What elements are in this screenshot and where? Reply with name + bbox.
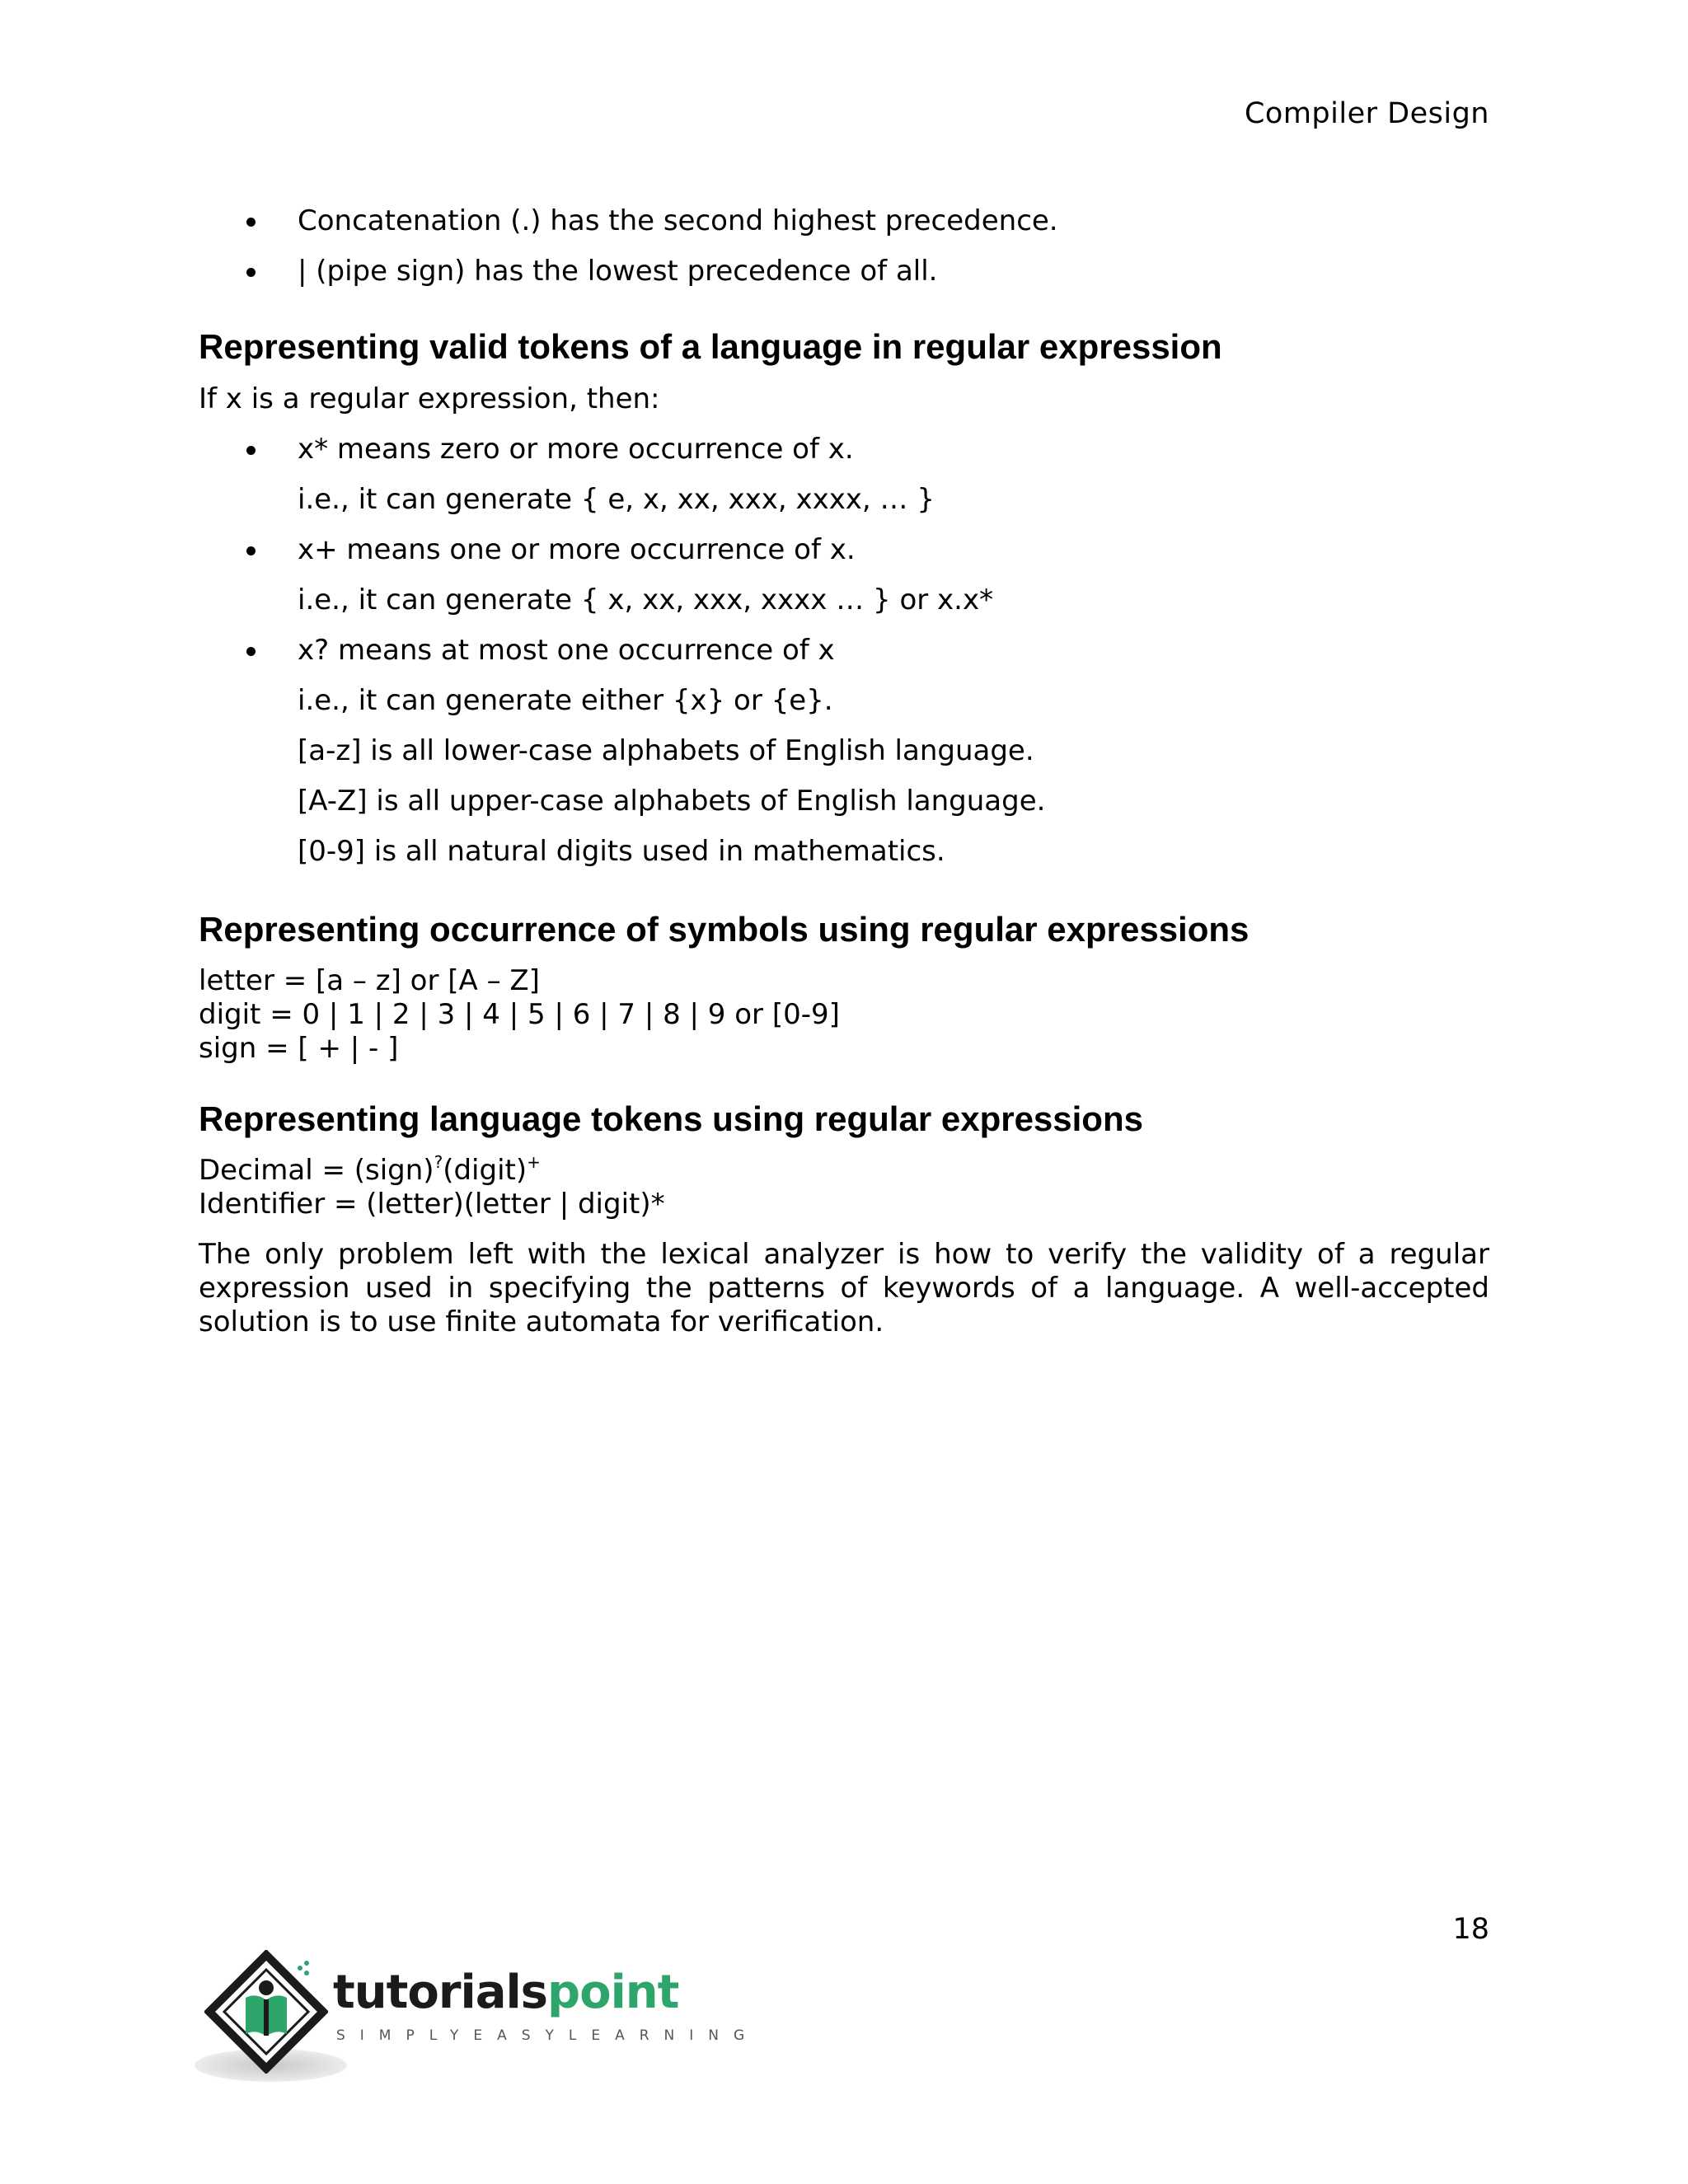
range-line: [0-9] is all natural digits used in mathematics. bbox=[298, 835, 945, 868]
list-item: Concatenation (.) has the second highest precedence. bbox=[199, 196, 1489, 246]
bullet-icon bbox=[246, 647, 256, 656]
symbol-definitions bbox=[199, 964, 1489, 1066]
list-item: | (pipe sign) has the lowest precedence of all. bbox=[199, 246, 1489, 297]
body-paragraph: The only problem left with the lexical analyzer is how to verify the validity of a regular expression used in specifying the patterns of keywords of a language. A well-accepted solution is to use finite automata for verification. bbox=[199, 1238, 1489, 1338]
definition-line: Identifier = (letter)(letter | digit)* bbox=[199, 1188, 665, 1221]
precedence-list bbox=[199, 196, 1489, 297]
page-content bbox=[199, 196, 1489, 1339]
list-item: x+ means one or more occurrence of x. bbox=[199, 525, 1489, 575]
book-diamond-icon bbox=[204, 1950, 328, 2074]
bullet-icon bbox=[246, 218, 256, 227]
bullet-icon bbox=[246, 446, 256, 455]
bullet-icon bbox=[246, 546, 256, 555]
tutorialspoint-logo bbox=[195, 1943, 760, 2092]
logo-wordmark: tutorialspoint bbox=[333, 1966, 679, 2019]
definition-line: Decimal = (sign)?(digit)+ bbox=[199, 1152, 541, 1187]
section-heading: Representing language tokens using regular expressions bbox=[199, 1099, 1143, 1138]
list-item: x* means zero or more occurrence of x. bbox=[199, 424, 1489, 475]
range-line: [A-Z] is all upper-case alphabets of English language. bbox=[298, 785, 1046, 818]
list-item: x? means at most one occurrence of x bbox=[199, 626, 1489, 676]
section-heading: Representing valid tokens of a language in regular expression bbox=[199, 327, 1222, 366]
definition-line: digit = 0 | 1 | 2 | 3 | 4 | 5 | 6 | 7 | 8 | 9 or [0-9] bbox=[199, 998, 840, 1031]
section-heading: Representing occurrence of symbols using regular expressions bbox=[199, 910, 1250, 949]
range-line: [a-z] is all lower-case alphabets of English language. bbox=[298, 734, 1034, 767]
page-number: 18 bbox=[1452, 1913, 1489, 1946]
definition-line: letter = [a – z] or [A – Z] bbox=[199, 964, 540, 997]
token-definitions bbox=[199, 1154, 1489, 1221]
bullet-icon bbox=[246, 268, 256, 277]
example-line: i.e., it can generate { x, xx, xxx, xxxx … } or x.x* bbox=[298, 583, 994, 616]
example-line: i.e., it can generate { e, x, xx, xxx, xxxx, … } bbox=[298, 483, 935, 516]
definition-line: sign = [ + | - ] bbox=[199, 1032, 399, 1065]
logo-tagline: SIMPLYEASYLEARNING bbox=[336, 2027, 760, 2044]
regex-operator-list bbox=[199, 424, 1489, 877]
running-header: Compiler Design bbox=[1244, 97, 1489, 130]
example-line: i.e., it can generate either {x} or {e}. bbox=[298, 684, 833, 717]
section-intro: If x is a regular expression, then: bbox=[199, 382, 660, 415]
